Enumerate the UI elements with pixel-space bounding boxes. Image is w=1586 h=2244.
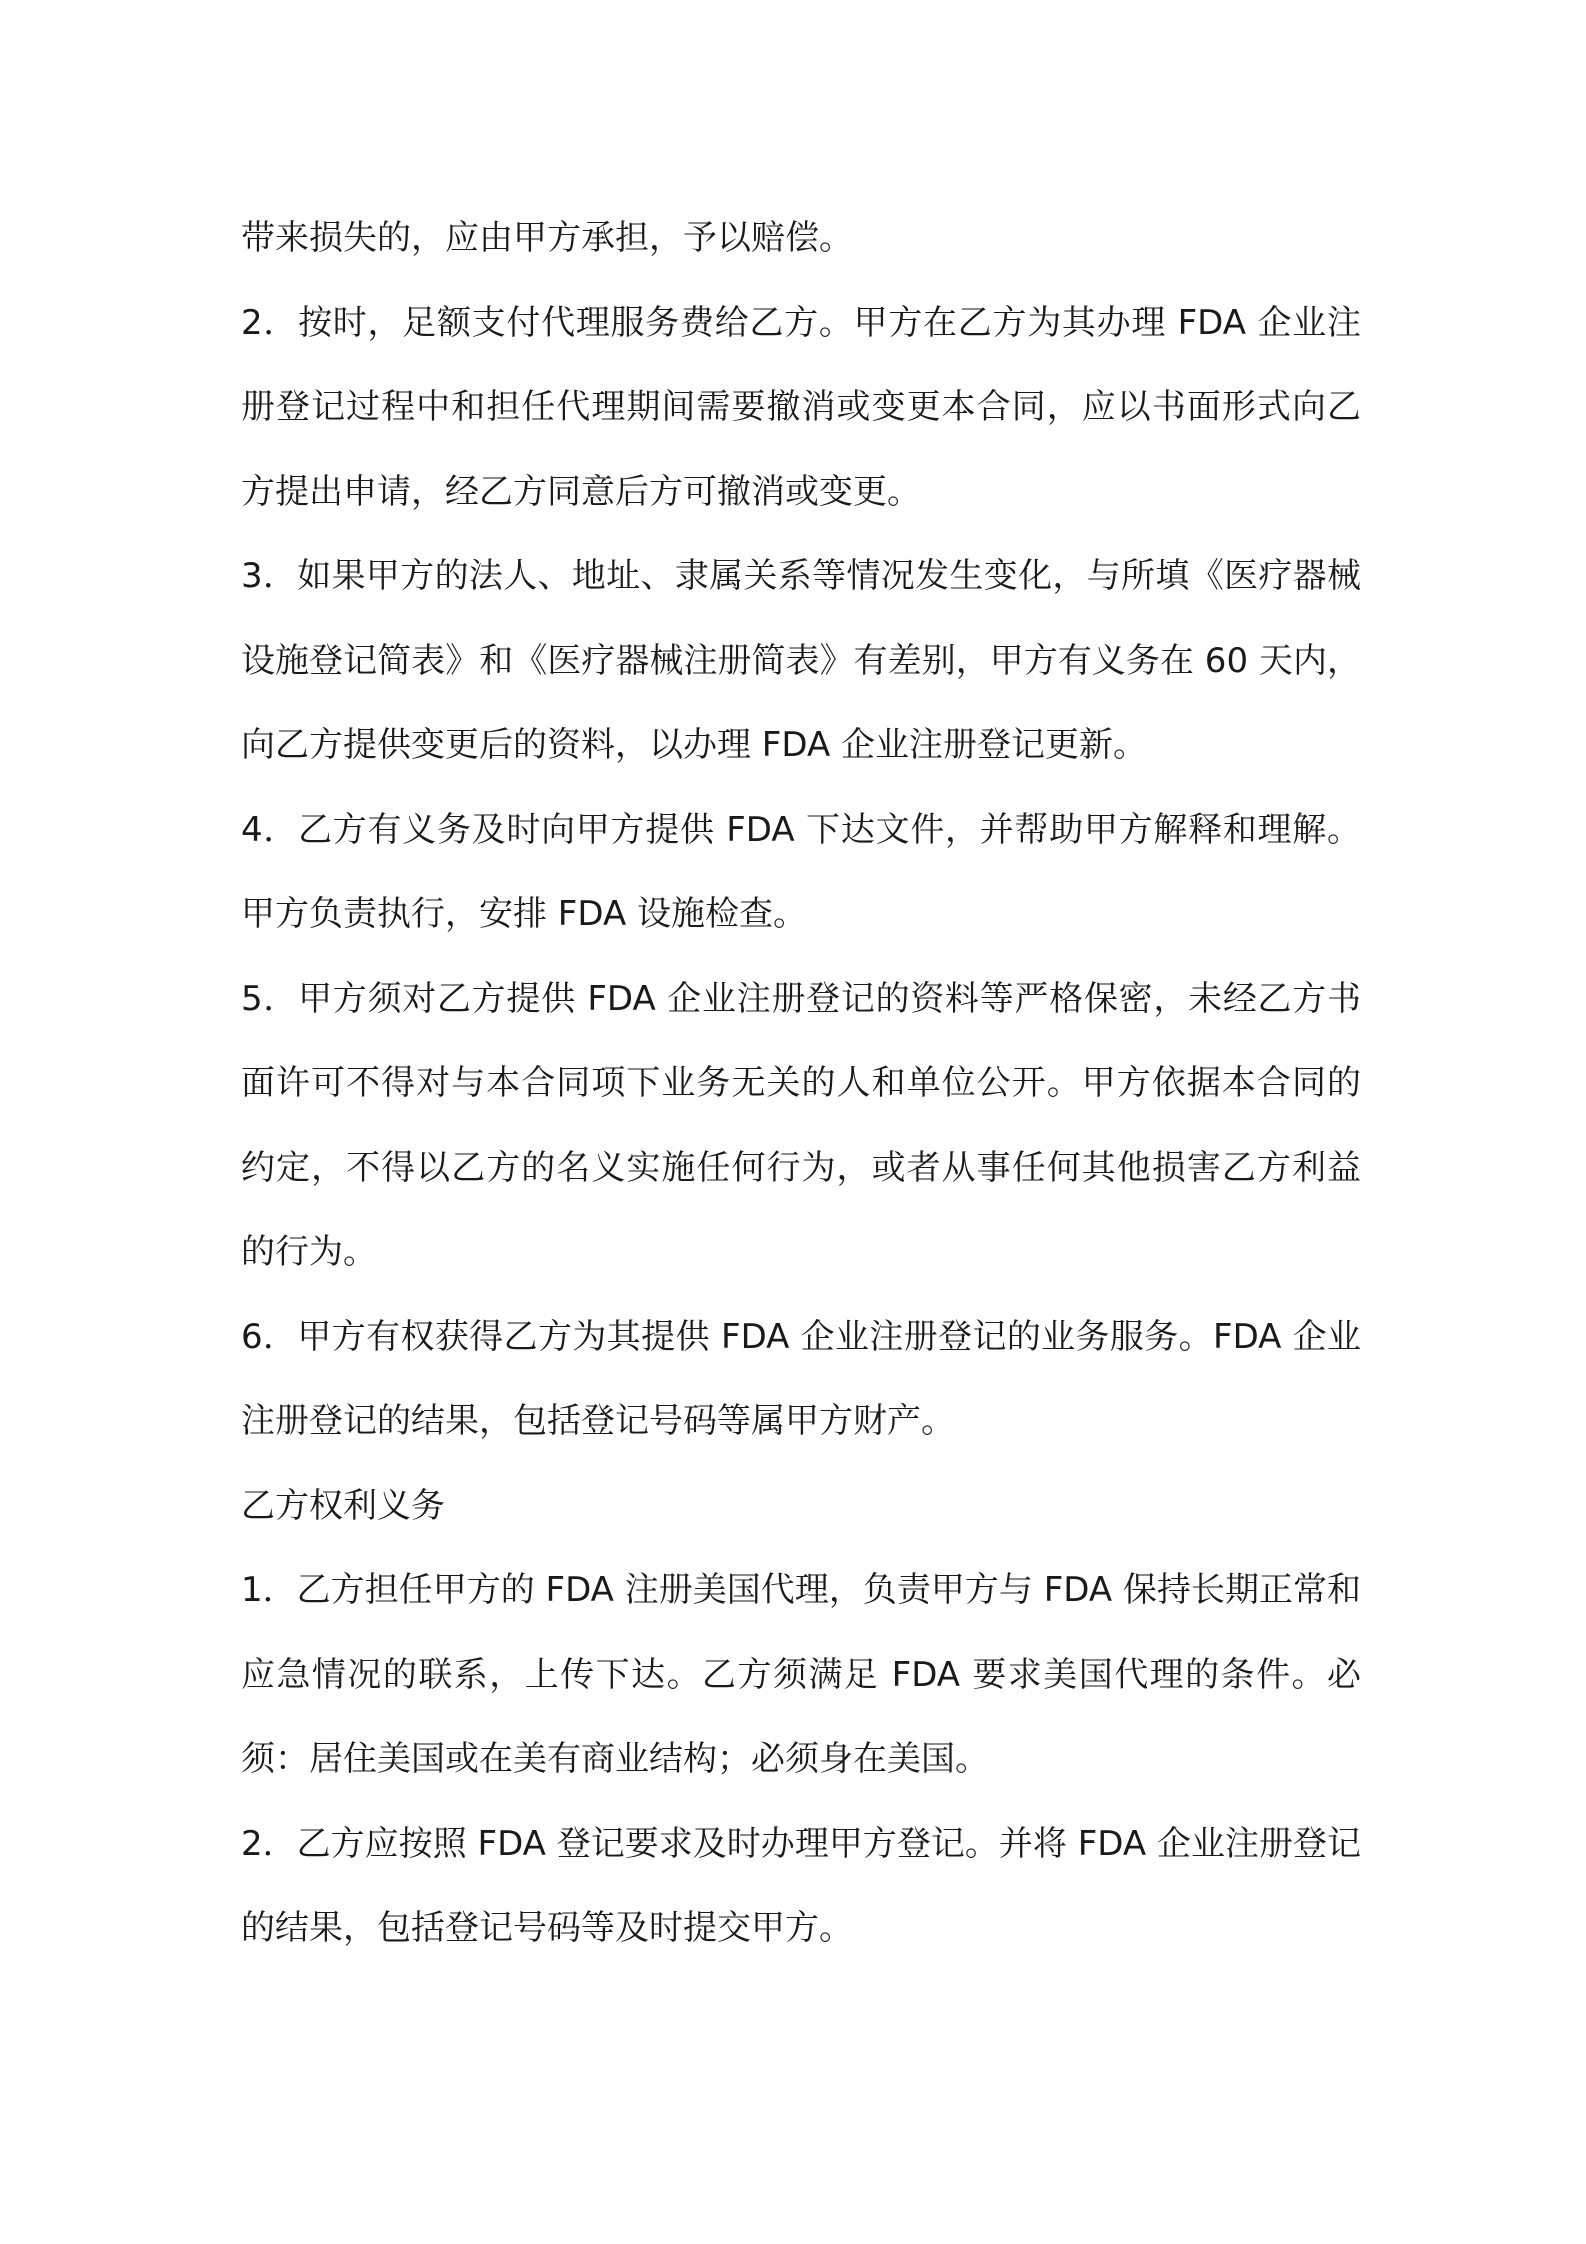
paragraph-item-4: 4．乙方有义务及时向甲方提供 FDA 下达文件，并帮助甲方解释和理解。甲方负责执行，安排 FDA 设施检查。 [241, 809, 1361, 934]
paragraph-item-5: 5．甲方须对乙方提供 FDA 企业注册登记的资料等严格保密，未经乙方书面许可不得对与本合同项下业务无关的人和单位公开。甲方依据本合同的约定，不得以乙方的名义实施任何行为，或者从事任何其他损害乙方利益的行为。 [241, 978, 1361, 1272]
document-body [241, 196, 1361, 1971]
paragraph-item-2: 2．按时，足额支付代理服务费给乙方。甲方在乙方为其办理 FDA 企业注册登记过程中和担任代理期间需要撤消或变更本合同，应以书面形式向乙方提出申请，经乙方同意后方可撤消或变更。 [241, 302, 1361, 512]
paragraph-continuation: 带来损失的，应由甲方承担，予以赔偿。 [241, 218, 853, 258]
section-heading: 乙方权利义务 [241, 1485, 445, 1526]
paragraph-party-b-item-1: 1．乙方担任甲方的 FDA 注册美国代理，负责甲方与 FDA 保持长期正常和应急情况的联系，上传下达。乙方须满足 FDA 要求美国代理的条件。必须：居住美国或在美有商业结构；必须身在美国。 [241, 1570, 1361, 1779]
paragraph-item-3: 3．如果甲方的法人、地址、隶属关系等情况发生变化，与所填《医疗器械设施登记简表》和《医疗器械注册简表》有差别，甲方有义务在 60 天内，向乙方提供变更后的资料，以办理 FDA 企业注册登记更新。 [241, 556, 1361, 765]
paragraph-item-6: 6．甲方有权获得乙方为其提供 FDA 企业注册登记的业务服务。FDA 企业注册登记的结果，包括登记号码等属甲方财产。 [241, 1316, 1361, 1441]
paragraph-party-b-item-2: 2．乙方应按照 FDA 登记要求及时办理甲方登记。并将 FDA 企业注册登记的结果，包括登记号码等及时提交甲方。 [241, 1823, 1361, 1948]
